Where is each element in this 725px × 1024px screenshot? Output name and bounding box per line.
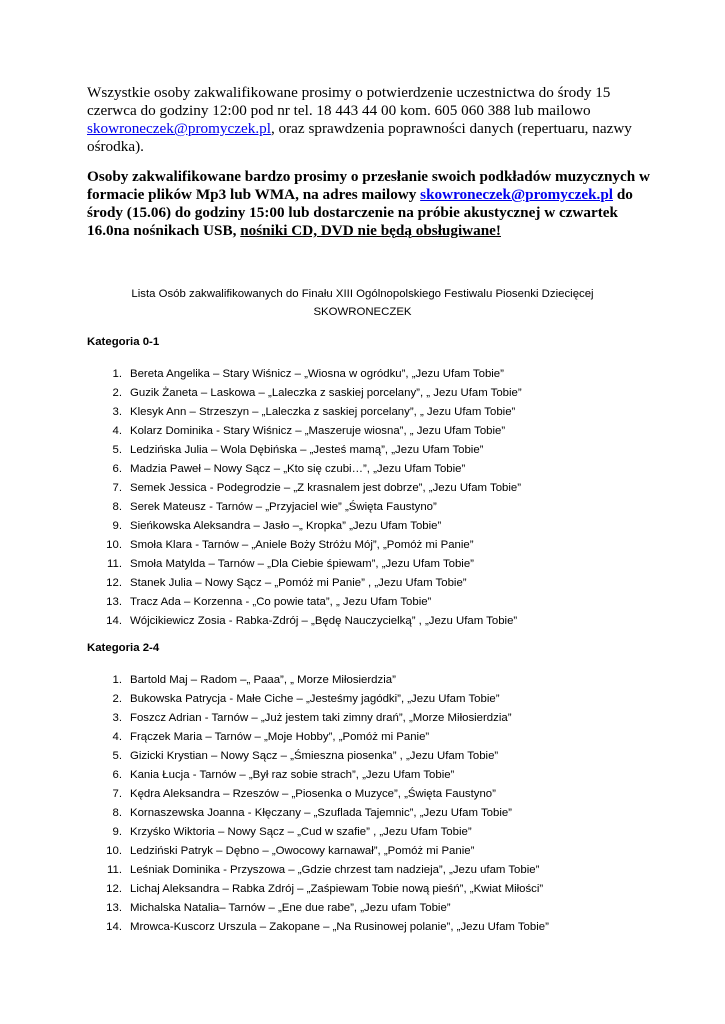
list-item-number: 5.: [112, 444, 122, 456]
list-item-text: Michalska Natalia– Tarnów – „Ene due rabe”, „Jezu ufam Tobie”: [130, 902, 451, 914]
list-item-text: Stanek Julia – Nowy Sącz – „Pomóż mi Panie” , „Jezu Ufam Tobie”: [130, 577, 467, 589]
list-item-text: Klesyk Ann – Strzeszyn – „Laleczka z saskiej porcelany”, „ Jezu Ufam Tobie”: [130, 406, 516, 418]
list-item-text: Lichaj Aleksandra – Rabka Zdrój – „Zaśpiewam Tobie nową pieśń”, „Kwiat Miłości”: [130, 883, 544, 895]
list-item-text: Krzyśko Wiktoria – Nowy Sącz – „Cud w szafie” , „Jezu Ufam Tobie”: [130, 826, 472, 838]
list-item-text: Bereta Angelika – Stary Wiśnicz – „Wiosna w ogródku”, „Jezu Ufam Tobie”: [130, 368, 504, 380]
list-item-text: Bukowska Patrycja - Małe Ciche – „Jesteśmy jagódki”, „Jezu Ufam Tobie”: [130, 693, 500, 705]
intro-text-start: Wszystkie osoby zakwalifikowane prosimy o potwierdzenie uczestnictwa do środy 15 czerwca do godziny 12:00 pod nr tel. 18 443 44 00 kom. 605 060 388 lub mailowo: [87, 84, 611, 119]
list-item-text: Tracz Ada – Korzenna - „Co powie tata”, „ Jezu Ufam Tobie”: [130, 596, 432, 608]
list-item-number: 9.: [112, 826, 122, 838]
list-item-number: 11.: [107, 558, 122, 570]
list-item-number: 4.: [112, 425, 122, 437]
list-item-text: Smoła Matylda – Tarnów – „Dla Ciebie śpiewam”, „Jezu Ufam Tobie”: [130, 558, 474, 570]
list-item-text: Ledziński Patryk – Dębno – „Owocowy karnawał”, „Pomóż mi Panie”: [130, 845, 475, 857]
list-item-text: Kolarz Dominika - Stary Wiśnicz – „Maszeruje wiosna”, „ Jezu Ufam Tobie”: [130, 425, 506, 437]
list-item-number: 6.: [112, 463, 122, 475]
list-item-number: 7.: [112, 788, 122, 800]
list-item-number: 8.: [112, 807, 122, 819]
list-item-text: Kornaszewska Joanna - Kłęczany – „Szuflada Tajemnic”, „Jezu Ufam Tobie”: [130, 807, 512, 819]
list-title-line: Lista Osób zakwalifikowanych do Finału XIII Ogólnopolskiego Festiwalu Piosenki Dziecięcej: [131, 288, 594, 300]
notice-text-start: Osoby zakwalifikowane bardzo prosimy o przesłanie swoich podkładów muzycznych w formacie plików Mp3 lub WMA, na adres mailowy: [87, 168, 650, 203]
list-item-text: Madzia Paweł – Nowy Sącz – „Kto się czubi…”, „Jezu Ufam Tobie”: [130, 463, 466, 475]
list-item-number: 10.: [106, 539, 122, 551]
list-item-text: Ledzińska Julia – Wola Dębińska – „Jesteś mamą”, „Jezu Ufam Tobie”: [130, 444, 484, 456]
intro-text-end: , oraz sprawdzenia poprawności danych (repertuaru, nazwy ośrodka).: [87, 120, 632, 155]
list-item-number: 2.: [112, 387, 122, 399]
list-item-number: 10.: [106, 845, 122, 857]
list-item-number: 11.: [107, 864, 122, 876]
notice-text-middle: do środy (15.06) do godziny 15:00 lub dostarczenie na próbie akustycznej w czwartek 16.0na nośnikach USB,: [87, 186, 633, 239]
list-item-text: Bartold Maj – Radom –„ Paaa”, „ Morze Miłosierdzia”: [130, 674, 396, 686]
list-item-text: Sieńkowska Aleksandra – Jasło –„ Kropka” „Jezu Ufam Tobie”: [130, 520, 442, 532]
list-item-text: Guzik Żaneta – Laskowa – „Laleczka z saskiej porcelany”, „ Jezu Ufam Tobie”: [130, 387, 522, 399]
list-item-number: 5.: [112, 750, 122, 762]
notice-email-link[interactable]: skowroneczek@promyczek.pl: [420, 186, 614, 203]
list-item-text: Kania Łucja - Tarnów – „Był raz sobie strach”, „Jezu Ufam Tobie”: [130, 769, 455, 781]
list-item-text: Mrowca-Kuscorz Urszula – Zakopane – „Na Rusinowej polanie”, „Jezu Ufam Tobie”: [130, 921, 549, 933]
list-item-text: Smoła Klara - Tarnów – „Aniele Boży Stróżu Mój”, „Pomóż mi Panie”: [130, 539, 474, 551]
list-item-number: 1.: [112, 368, 122, 380]
music-upload-notice: [87, 168, 662, 240]
list-item-number: 9.: [112, 520, 122, 532]
list-title-festival-name: SKOWRONECZEK: [313, 306, 412, 318]
list-item-text: Wójcikiewicz Zosia - Rabka-Zdrój – „Będę Nauczycielką” , „Jezu Ufam Tobie”: [130, 615, 518, 627]
list-item-number: 7.: [112, 482, 122, 494]
list-item-number: 13.: [106, 902, 122, 914]
list-item-number: 4.: [112, 731, 122, 743]
list-item-text: Frączek Maria – Tarnów – „Moje Hobby”, „Pomóż mi Panie”: [130, 731, 430, 743]
qualified-list-title: [87, 285, 638, 321]
list-item-text: Semek Jessica - Podegrodzie – „Z krasnalem jest dobrze”, „Jezu Ufam Tobie”: [130, 482, 522, 494]
list-item-text: Kędra Aleksandra – Rzeszów – „Piosenka o Muzyce”, „Święta Faustyno”: [130, 788, 496, 800]
list-item-number: 14.: [106, 921, 122, 933]
notice-warning: nośniki CD, DVD nie będą obsługiwane!: [240, 222, 501, 239]
list-item-number: 3.: [112, 406, 122, 418]
list-item-number: 12.: [106, 883, 122, 895]
list-item-text: Gizicki Krystian – Nowy Sącz – „Śmieszna piosenka” , „Jezu Ufam Tobie”: [130, 750, 499, 762]
list-item-number: 2.: [112, 693, 122, 705]
category-heading: Kategoria 0-1: [87, 336, 160, 348]
list-item-number: 8.: [112, 501, 122, 513]
category-heading: Kategoria 2-4: [87, 642, 160, 654]
list-item-text: Serek Mateusz - Tarnów – „Przyjaciel wie” „Święta Faustyno”: [130, 501, 437, 513]
intro-paragraph: [87, 84, 662, 156]
list-item-number: 13.: [106, 596, 122, 608]
list-item-number: 14.: [106, 615, 122, 627]
list-item-number: 6.: [112, 769, 122, 781]
list-item-number: 1.: [112, 674, 122, 686]
list-item-text: Foszcz Adrian - Tarnów – „Już jestem taki zimny drań”, „Morze Miłosierdzia”: [130, 712, 512, 724]
list-item-number: 12.: [106, 577, 122, 589]
intro-email-link[interactable]: skowroneczek@promyczek.pl: [87, 120, 271, 137]
list-item-text: Leśniak Dominika - Przyszowa – „Gdzie chrzest tam nadzieja”, „Jezu ufam Tobie”: [130, 864, 540, 876]
list-item-number: 3.: [112, 712, 122, 724]
